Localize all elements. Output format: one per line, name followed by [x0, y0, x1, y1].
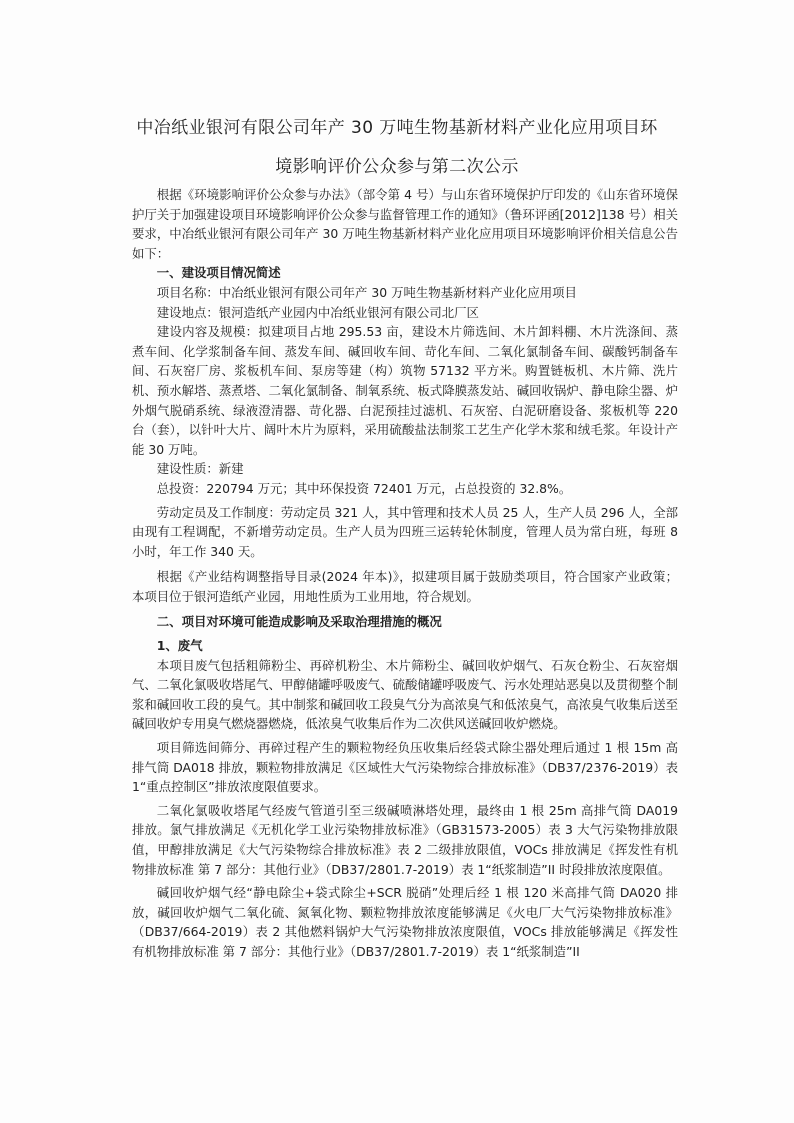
- construction-scale-paragraph: 建设内容及规模：拟建项目占地 295.53 亩，建设木片筛选间、木片卸料棚、木片洗涤间、蒸煮车间、化学浆制备车间、蒸发车间、碱回收车间、苛化车间、二氧化氯制备车间、碳酸钙制备车间、石灰窑厂房、浆板机车间、泵房等建（构）筑物 57132 平方米。购置链板机、木片筛、洗片机、预水解塔、蒸煮塔、二氧化氯制备、制氧系统、板式降膜蒸发站、碱回收锅炉、静电除尘器、炉外烟气脱硝系统、绿液澄清器、苛化器、白泥预挂过滤机、石灰窑、白泥研磨设备、浆板机等 220 台（套），以针叶大片、阔叶木片为原料，采用硫酸盐法制浆工艺生产化学木浆和绒毛浆。年设计产能 30 万吨。: [132, 324, 678, 457]
- project-location-line: 建设地点：银河造纸产业园内中冶纸业银河有限公司北厂区: [156, 304, 479, 320]
- construction-nature-line: 建设性质：新建: [156, 461, 244, 477]
- section-1-heading: 一、建设项目情况简述: [156, 265, 281, 281]
- intro-paragraph: 根据《环境影响评价公众参与办法》（部令第 4 号）与山东省环境保护厅印发的《山东省环境保护厅关于加强建设项目环境影响评价公众参与监督管理工作的通知》（鲁环评函[2012]138 号）相关要求，中冶纸业银河有限公司年产 30 万吨生物基新材料产业化应用项目环境影响评价相关信息公告如下：: [132, 187, 678, 261]
- project-name-line: 项目名称：中冶纸业银河有限公司年产 30 万吨生物基新材料产业化应用项目: [156, 284, 577, 300]
- staffing-paragraph: 劳动定员及工作制度：劳动定员 321 人，其中管理和技术人员 25 人，生产人员 296 人，全部由现有工程调配，不新增劳动定员。生产人员为四班三运转轮休制度，管理人员为常白班，每班 8 小时，年工作 340 天。: [132, 504, 678, 559]
- section-2-heading: 二、项目对环境可能造成影响及采取治理措施的概况: [156, 614, 442, 630]
- exhaust-gas-paragraph-2: 项目筛选间筛分、再碎过程产生的颗粒物经负压收集后经袋式除尘器处理后通过 1 根 15m 高排气筒 DA018 排放，颗粒物排放满足《区域性大气污染物综合排放标准》（DB37/2376-2019）表 1“重点控制区”排放浓度限值要求。: [132, 740, 678, 795]
- document-title-line-2: 境影响评价公众参与第二次公示: [275, 157, 519, 177]
- exhaust-gas-paragraph-1: 本项目废气包括粗筛粉尘、再碎机粉尘、木片筛粉尘、碱回收炉烟气、石灰仓粉尘、石灰窑烟气、二氧化氯吸收塔尾气、甲醇储罐呼吸废气、硫酸储罐呼吸废气、污水处理站恶臭以及贯彻整个制浆和碱回收工段的臭气。其中制浆和碱回收工段臭气分为高浓臭气和低浓臭气，高浓臭气收集后送至碱回收炉专用臭气燃烧器燃烧，低浓臭气收集后作为二次供风送碱回收炉燃烧。: [132, 657, 678, 732]
- investment-line: 总投资：220794 万元；其中环保投资 72401 万元，占总投资的 32.8%。: [156, 480, 572, 496]
- document-title-line-1: 中冶纸业银河有限公司年产 30 万吨生物基新材料产业化应用项目环: [136, 118, 658, 138]
- policy-paragraph: 根据《产业结构调整指导目录(2024 年本)》，拟建项目属于鼓励类项目，符合国家产业政策；本项目位于银河造纸产业园，用地性质为工业用地，符合规划。: [132, 569, 678, 604]
- document-body: [132, 185, 678, 962]
- exhaust-gas-paragraph-4: 碱回收炉烟气经“静电除尘+袋式除尘+SCR 脱硝”处理后经 1 根 120 米高排气筒 DA020 排放，碱回收炉烟气二氧化硫、氮氧化物、颗粒物排放浓度能够满足《火电厂大气污染物排放标准》（DB37/664-2019）表 2 其他燃料锅炉大气污染物排放浓度限值，VOCs 排放能够满足《挥发性有机物排放标准 第 7 部分：其他行业》（DB37/2801.7-2019）表 1“纸浆制造”II: [132, 885, 678, 959]
- exhaust-gas-paragraph-3: 二氧化氯吸收塔尾气经废气管道引至三级碱喷淋塔处理，最终由 1 根 25m 高排气筒 DA019 排放。氯气排放满足《无机化学工业污染物排放标准》（GB31573-2005）表 3 大气污染物排放限值，甲醇排放满足《大气污染物综合排放标准》表 2 二级排放限值，VOCs 排放满足《挥发性有机物排放标准 第 7 部分：其他行业》（DB37/2801.7-2019）表 1“纸浆制造”II 时段排放浓度限值。: [132, 802, 678, 877]
- exhaust-gas-subheading: 1、废气: [156, 638, 203, 654]
